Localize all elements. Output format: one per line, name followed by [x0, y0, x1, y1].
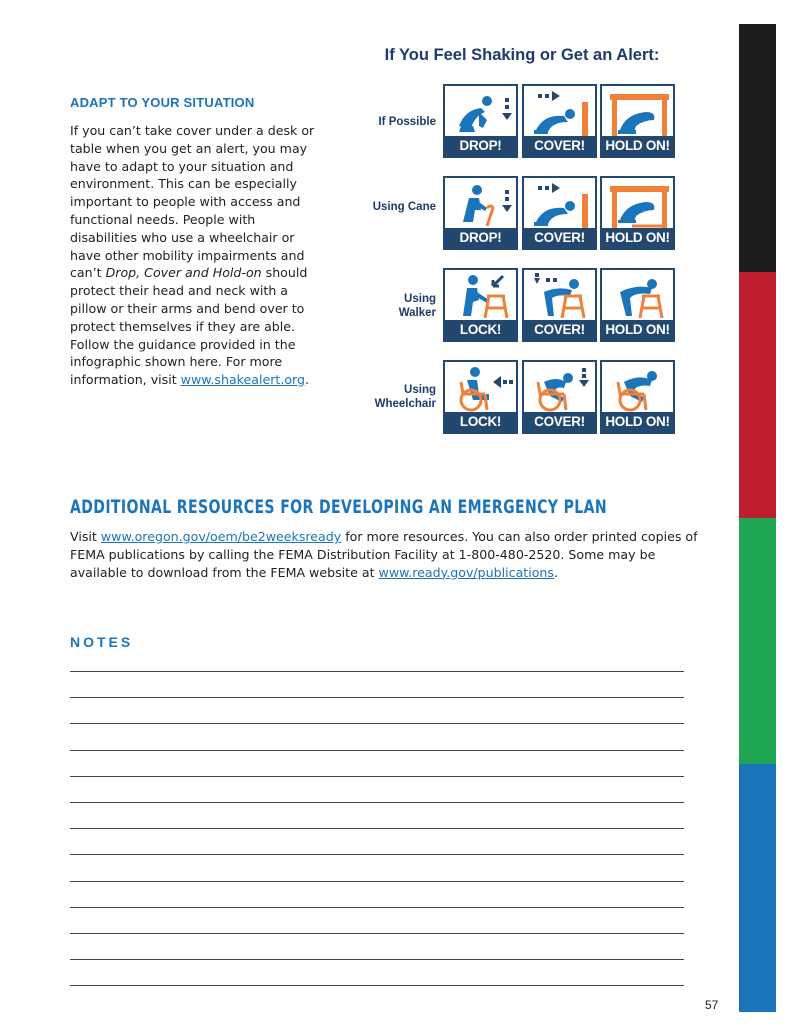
panel-walker-hold	[600, 268, 675, 342]
cover-wheelchair-figure-icon	[524, 362, 597, 416]
notes-line	[70, 776, 684, 777]
notes-line	[70, 750, 684, 751]
caption-cane-cover: COVER!	[524, 228, 595, 248]
section-tab-black	[739, 24, 776, 272]
caption-walker-hold: HOLD ON!	[602, 320, 673, 340]
row-label-using-wheelchair: Using Wheelchair	[374, 384, 436, 410]
section-tab-blue	[739, 764, 776, 1012]
caption-wheelchair-hold: HOLD ON!	[602, 412, 673, 432]
notes-line	[70, 959, 684, 960]
notes-line	[70, 985, 684, 986]
panel-possible-drop	[443, 84, 518, 158]
panel-cane-cover	[522, 176, 597, 250]
drop-cane-figure-icon	[445, 178, 518, 232]
adapt-text-before: If you can’t take cover under a desk or table when you get an alert, you may have to adapt to your situation and environment. This can be especially important to people with access and functional needs. People with disabilities who use a wheelchair or have other mobility impairments and can’t	[70, 123, 315, 281]
hold-figure-icon	[602, 86, 675, 140]
row-label-using-cane: Using Cane	[372, 201, 436, 213]
resources-text-mid: for more resources. You can also order printed copies of FEMA publications by calling the FEMA Distribution Facility at 1-800-480-2520. Some may be available to download from the FEMA website at	[70, 529, 698, 580]
ready-gov-link[interactable]: www.ready.gov/publications	[378, 564, 554, 580]
panel-cane-drop	[443, 176, 518, 250]
caption-possible-hold: HOLD ON!	[602, 136, 673, 156]
row-label-using-walker: Using Walker	[398, 293, 436, 319]
cover-figure-icon	[524, 86, 597, 140]
page-number: 57	[705, 998, 719, 1012]
notes-line	[70, 671, 684, 672]
cover-cane-figure-icon	[524, 178, 597, 232]
adapt-text-after: should protect their head and neck with a pillow or their arms and bend over to protect themselves if they are able. Follow the guidance provided in the infographic shown here. For more information, visit	[70, 265, 308, 388]
resources-text-end: .	[553, 564, 558, 580]
caption-possible-drop: DROP!	[445, 136, 516, 156]
panel-wheelchair-hold	[600, 360, 675, 434]
panel-cane-hold	[600, 176, 675, 250]
lock-wheelchair-figure-icon	[445, 362, 518, 416]
adapt-end: .	[305, 372, 310, 388]
notes-line	[70, 881, 684, 882]
notes-line	[70, 933, 684, 934]
adapt-heading: ADAPT TO YOUR SITUATION	[70, 95, 255, 110]
caption-possible-cover: COVER!	[524, 136, 595, 156]
be2weeksready-link[interactable]: www.oregon.gov/oem/be2weeksready	[100, 529, 342, 544]
caption-cane-hold: HOLD ON!	[602, 228, 673, 248]
panel-walker-lock	[443, 268, 518, 342]
notes-title: NOTES	[70, 634, 134, 650]
row-label-if-possible: If Possible	[378, 116, 436, 128]
panel-walker-cover	[522, 268, 597, 342]
panel-wheelchair-cover	[522, 360, 597, 434]
panel-wheelchair-lock	[443, 360, 518, 434]
cover-walker-figure-icon	[524, 270, 597, 324]
notes-line	[70, 697, 684, 698]
section-tab-red	[739, 272, 776, 518]
adapt-emphasis: Drop, Cover and Hold-on	[105, 265, 262, 281]
panel-possible-hold	[600, 84, 675, 158]
hold-cane-figure-icon	[602, 178, 675, 232]
notes-line	[70, 802, 684, 803]
drop-figure-icon	[445, 86, 518, 140]
caption-wheelchair-cover: COVER!	[524, 412, 595, 432]
caption-cane-drop: DROP!	[445, 228, 516, 248]
resources-title: ADDITIONAL RESOURCES FOR DEVELOPING AN EMERGENCY PLAN	[70, 496, 608, 518]
section-tab-green	[739, 518, 776, 764]
caption-wheelchair-lock: LOCK!	[445, 412, 516, 432]
caption-walker-cover: COVER!	[524, 320, 595, 340]
infographic-title: If You Feel Shaking or Get an Alert:	[384, 46, 660, 64]
lock-walker-figure-icon	[445, 270, 518, 324]
caption-walker-lock: LOCK!	[445, 320, 516, 340]
adapt-paragraph	[70, 122, 320, 389]
notes-line	[70, 723, 684, 724]
hold-walker-figure-icon	[602, 270, 675, 324]
notes-line	[70, 828, 684, 829]
notes-line	[70, 907, 684, 908]
resources-text-start: Visit	[70, 529, 101, 544]
shakealert-link[interactable]: www.shakealert.org	[180, 372, 305, 388]
hold-wheelchair-figure-icon	[602, 362, 675, 416]
panel-possible-cover	[522, 84, 597, 158]
notes-line	[70, 854, 684, 855]
resources-paragraph	[70, 528, 710, 581]
